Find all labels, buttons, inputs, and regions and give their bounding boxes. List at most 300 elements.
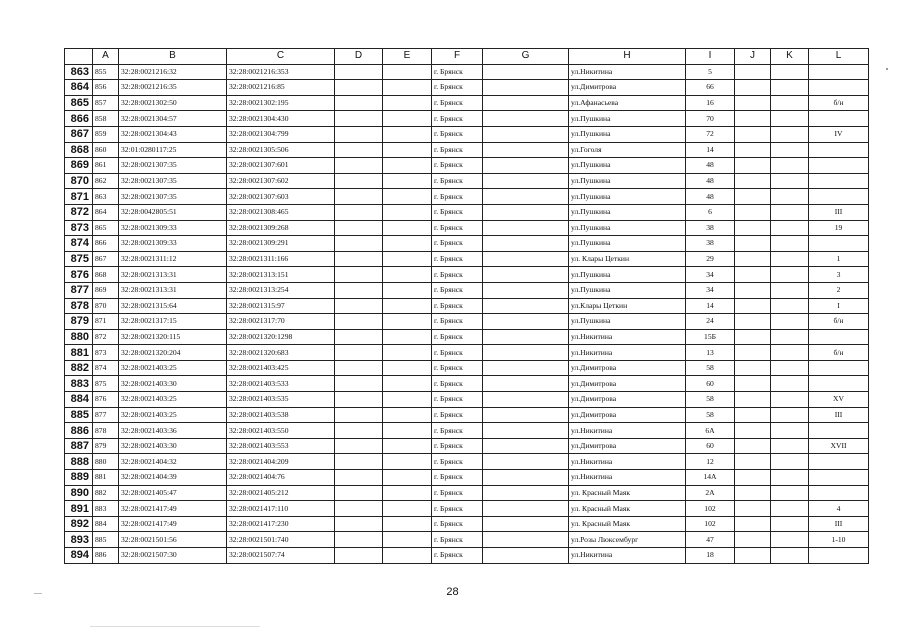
row-header[interactable]: 891 [65, 501, 93, 517]
cell-e[interactable] [383, 548, 432, 564]
cell-b[interactable]: 32:28:0021307:35 [119, 173, 227, 189]
cell-l[interactable]: III [809, 204, 869, 220]
cell-c[interactable]: 32:28:0021403:538 [227, 407, 335, 423]
cell-j[interactable] [735, 376, 771, 392]
cell-l[interactable] [809, 329, 869, 345]
column-header-f[interactable]: F [432, 49, 483, 65]
cell-e[interactable] [383, 423, 432, 439]
cell-k[interactable] [771, 189, 809, 205]
column-header-k[interactable]: K [771, 49, 809, 65]
cell-j[interactable] [735, 454, 771, 470]
cell-g[interactable] [483, 376, 569, 392]
cell-a[interactable]: 885 [93, 532, 119, 548]
cell-a[interactable]: 868 [93, 267, 119, 283]
cell-c[interactable]: 32:28:0021308:465 [227, 204, 335, 220]
cell-l[interactable]: б/н [809, 345, 869, 361]
cell-c[interactable]: 32:28:0021405:212 [227, 485, 335, 501]
cell-h[interactable]: ул.Пушкина [569, 314, 686, 330]
cell-c[interactable]: 32:28:0021304:799 [227, 126, 335, 142]
cell-j[interactable] [735, 532, 771, 548]
cell-d[interactable] [335, 423, 383, 439]
cell-l[interactable] [809, 111, 869, 127]
cell-a[interactable]: 884 [93, 516, 119, 532]
cell-l[interactable]: 2 [809, 282, 869, 298]
cell-a[interactable]: 870 [93, 298, 119, 314]
cell-i[interactable]: 34 [686, 267, 735, 283]
cell-g[interactable] [483, 438, 569, 454]
cell-b[interactable]: 32:28:0021320:115 [119, 329, 227, 345]
cell-b[interactable]: 32:28:0021507:30 [119, 548, 227, 564]
cell-e[interactable] [383, 80, 432, 96]
column-header-g[interactable]: G [483, 49, 569, 65]
cell-l[interactable] [809, 173, 869, 189]
cell-i[interactable]: 38 [686, 220, 735, 236]
cell-i[interactable]: 66 [686, 80, 735, 96]
cell-k[interactable] [771, 282, 809, 298]
cell-g[interactable] [483, 470, 569, 486]
cell-d[interactable] [335, 267, 383, 283]
cell-h[interactable]: ул.Никитина [569, 329, 686, 345]
cell-d[interactable] [335, 111, 383, 127]
cell-a[interactable]: 856 [93, 80, 119, 96]
cell-k[interactable] [771, 470, 809, 486]
cell-i[interactable]: 14 [686, 142, 735, 158]
cell-i[interactable]: 18 [686, 548, 735, 564]
cell-c[interactable]: 32:28:0021216:353 [227, 64, 335, 80]
cell-l[interactable] [809, 548, 869, 564]
cell-k[interactable] [771, 345, 809, 361]
cell-l[interactable] [809, 158, 869, 174]
cell-k[interactable] [771, 532, 809, 548]
cell-a[interactable]: 875 [93, 376, 119, 392]
cell-d[interactable] [335, 204, 383, 220]
cell-i[interactable]: 48 [686, 189, 735, 205]
cell-b[interactable]: 32:28:0021417:49 [119, 501, 227, 517]
cell-f[interactable]: г. Брянск [432, 314, 483, 330]
cell-g[interactable] [483, 360, 569, 376]
cell-c[interactable]: 32:28:0021311:166 [227, 251, 335, 267]
cell-d[interactable] [335, 548, 383, 564]
corner-cell[interactable] [65, 49, 93, 65]
cell-k[interactable] [771, 126, 809, 142]
cell-h[interactable]: ул.Пушкина [569, 236, 686, 252]
cell-l[interactable] [809, 485, 869, 501]
cell-e[interactable] [383, 282, 432, 298]
cell-b[interactable]: 32:28:0021216:35 [119, 80, 227, 96]
row-header[interactable]: 887 [65, 438, 93, 454]
cell-j[interactable] [735, 360, 771, 376]
cell-h[interactable]: ул.Гоголя [569, 142, 686, 158]
cell-g[interactable] [483, 267, 569, 283]
cell-c[interactable]: 32:28:0021307:601 [227, 158, 335, 174]
row-header[interactable]: 878 [65, 298, 93, 314]
cell-e[interactable] [383, 532, 432, 548]
cell-e[interactable] [383, 111, 432, 127]
row-header[interactable]: 882 [65, 360, 93, 376]
cell-h[interactable]: ул.Никитина [569, 548, 686, 564]
cell-i[interactable]: 102 [686, 501, 735, 517]
cell-e[interactable] [383, 126, 432, 142]
cell-h[interactable]: ул.Димитрова [569, 376, 686, 392]
cell-a[interactable]: 874 [93, 360, 119, 376]
row-header[interactable]: 888 [65, 454, 93, 470]
cell-d[interactable] [335, 142, 383, 158]
cell-b[interactable]: 32:28:0021311:12 [119, 251, 227, 267]
cell-j[interactable] [735, 80, 771, 96]
cell-c[interactable]: 32:28:0021309:268 [227, 220, 335, 236]
cell-h[interactable]: ул.Пушкина [569, 111, 686, 127]
cell-b[interactable]: 32:28:0021216:32 [119, 64, 227, 80]
cell-e[interactable] [383, 470, 432, 486]
cell-f[interactable]: г. Брянск [432, 485, 483, 501]
cell-g[interactable] [483, 220, 569, 236]
cell-h[interactable]: ул.Димитрова [569, 80, 686, 96]
cell-h[interactable]: ул.Пушкина [569, 189, 686, 205]
cell-d[interactable] [335, 360, 383, 376]
cell-i[interactable]: 24 [686, 314, 735, 330]
cell-a[interactable]: 860 [93, 142, 119, 158]
cell-g[interactable] [483, 392, 569, 408]
cell-j[interactable] [735, 392, 771, 408]
row-header[interactable]: 869 [65, 158, 93, 174]
cell-i[interactable]: 2А [686, 485, 735, 501]
cell-g[interactable] [483, 236, 569, 252]
cell-b[interactable]: 32:28:0021403:25 [119, 392, 227, 408]
cell-b[interactable]: 32:28:0021404:39 [119, 470, 227, 486]
cell-d[interactable] [335, 126, 383, 142]
cell-f[interactable]: г. Брянск [432, 501, 483, 517]
cell-b[interactable]: 32:28:0021309:33 [119, 220, 227, 236]
cell-k[interactable] [771, 267, 809, 283]
cell-b[interactable]: 32:28:0042805:51 [119, 204, 227, 220]
cell-e[interactable] [383, 142, 432, 158]
cell-d[interactable] [335, 501, 383, 517]
cell-e[interactable] [383, 95, 432, 111]
cell-f[interactable]: г. Брянск [432, 298, 483, 314]
cell-g[interactable] [483, 423, 569, 439]
cell-f[interactable]: г. Брянск [432, 95, 483, 111]
cell-d[interactable] [335, 454, 383, 470]
cell-k[interactable] [771, 548, 809, 564]
row-header[interactable]: 863 [65, 64, 93, 80]
cell-i[interactable]: 70 [686, 111, 735, 127]
cell-c[interactable]: 32:28:0021404:209 [227, 454, 335, 470]
cell-j[interactable] [735, 204, 771, 220]
cell-l[interactable]: I [809, 298, 869, 314]
cell-c[interactable]: 32:28:0021501:740 [227, 532, 335, 548]
column-header-l[interactable]: L [809, 49, 869, 65]
cell-k[interactable] [771, 80, 809, 96]
row-header[interactable]: 879 [65, 314, 93, 330]
cell-e[interactable] [383, 267, 432, 283]
cell-c[interactable]: 32:28:0021307:602 [227, 173, 335, 189]
row-header[interactable]: 870 [65, 173, 93, 189]
cell-j[interactable] [735, 126, 771, 142]
column-header-a[interactable]: A [93, 49, 119, 65]
cell-a[interactable]: 861 [93, 158, 119, 174]
cell-l[interactable] [809, 470, 869, 486]
cell-a[interactable]: 876 [93, 392, 119, 408]
cell-i[interactable]: 14А [686, 470, 735, 486]
cell-c[interactable]: 32:28:0021317:70 [227, 314, 335, 330]
column-header-i[interactable]: I [686, 49, 735, 65]
cell-d[interactable] [335, 392, 383, 408]
cell-g[interactable] [483, 314, 569, 330]
cell-l[interactable]: III [809, 516, 869, 532]
cell-e[interactable] [383, 314, 432, 330]
cell-h[interactable]: ул.Пушкина [569, 173, 686, 189]
cell-l[interactable]: 19 [809, 220, 869, 236]
cell-f[interactable]: г. Брянск [432, 438, 483, 454]
cell-i[interactable]: 6А [686, 423, 735, 439]
cell-e[interactable] [383, 64, 432, 80]
cell-i[interactable]: 60 [686, 376, 735, 392]
cell-g[interactable] [483, 532, 569, 548]
cell-h[interactable]: ул.Никитина [569, 470, 686, 486]
cell-k[interactable] [771, 454, 809, 470]
cell-k[interactable] [771, 314, 809, 330]
cell-b[interactable]: 32:28:0021304:43 [119, 126, 227, 142]
cell-l[interactable]: б/н [809, 95, 869, 111]
cell-k[interactable] [771, 111, 809, 127]
row-header[interactable]: 886 [65, 423, 93, 439]
cell-b[interactable]: 32:28:0021403:25 [119, 407, 227, 423]
cell-j[interactable] [735, 111, 771, 127]
cell-f[interactable]: г. Брянск [432, 532, 483, 548]
cell-c[interactable]: 32:28:0021216:85 [227, 80, 335, 96]
cell-h[interactable]: ул.Пушкина [569, 267, 686, 283]
cell-b[interactable]: 32:28:0021313:31 [119, 282, 227, 298]
cell-c[interactable]: 32:28:0021315:97 [227, 298, 335, 314]
cell-l[interactable] [809, 454, 869, 470]
cell-f[interactable]: г. Брянск [432, 111, 483, 127]
cell-d[interactable] [335, 64, 383, 80]
cell-g[interactable] [483, 329, 569, 345]
row-header[interactable]: 871 [65, 189, 93, 205]
cell-l[interactable]: 1-10 [809, 532, 869, 548]
row-header[interactable]: 864 [65, 80, 93, 96]
cell-h[interactable]: ул. Клары Цеткин [569, 251, 686, 267]
cell-d[interactable] [335, 314, 383, 330]
cell-i[interactable]: 38 [686, 236, 735, 252]
cell-j[interactable] [735, 236, 771, 252]
cell-i[interactable]: 12 [686, 454, 735, 470]
cell-h[interactable]: ул.Клары Цеткин [569, 298, 686, 314]
cell-g[interactable] [483, 111, 569, 127]
cell-j[interactable] [735, 516, 771, 532]
cell-d[interactable] [335, 376, 383, 392]
cell-d[interactable] [335, 158, 383, 174]
cell-g[interactable] [483, 80, 569, 96]
cell-j[interactable] [735, 485, 771, 501]
cell-k[interactable] [771, 485, 809, 501]
cell-e[interactable] [383, 204, 432, 220]
cell-a[interactable]: 871 [93, 314, 119, 330]
cell-h[interactable]: ул.Пушкина [569, 158, 686, 174]
cell-e[interactable] [383, 501, 432, 517]
cell-j[interactable] [735, 423, 771, 439]
cell-b[interactable]: 32:28:0021315:64 [119, 298, 227, 314]
cell-h[interactable]: ул.Никитина [569, 345, 686, 361]
cell-g[interactable] [483, 173, 569, 189]
cell-d[interactable] [335, 470, 383, 486]
cell-c[interactable]: 32:28:0021313:151 [227, 267, 335, 283]
cell-k[interactable] [771, 204, 809, 220]
column-header-b[interactable]: B [119, 49, 227, 65]
cell-k[interactable] [771, 376, 809, 392]
cell-k[interactable] [771, 516, 809, 532]
cell-f[interactable]: г. Брянск [432, 392, 483, 408]
row-header[interactable]: 881 [65, 345, 93, 361]
cell-i[interactable]: 72 [686, 126, 735, 142]
row-header[interactable]: 874 [65, 236, 93, 252]
cell-e[interactable] [383, 236, 432, 252]
cell-b[interactable]: 32:28:0021404:32 [119, 454, 227, 470]
cell-l[interactable]: III [809, 407, 869, 423]
cell-i[interactable]: 29 [686, 251, 735, 267]
cell-d[interactable] [335, 220, 383, 236]
cell-j[interactable] [735, 298, 771, 314]
cell-g[interactable] [483, 345, 569, 361]
cell-e[interactable] [383, 516, 432, 532]
cell-c[interactable]: 32:28:0021320:1298 [227, 329, 335, 345]
cell-h[interactable]: ул.Димитрова [569, 407, 686, 423]
cell-d[interactable] [335, 329, 383, 345]
cell-e[interactable] [383, 376, 432, 392]
cell-b[interactable]: 32:28:0021302:50 [119, 95, 227, 111]
cell-k[interactable] [771, 95, 809, 111]
cell-j[interactable] [735, 158, 771, 174]
cell-j[interactable] [735, 189, 771, 205]
cell-k[interactable] [771, 158, 809, 174]
cell-l[interactable]: 4 [809, 501, 869, 517]
cell-k[interactable] [771, 360, 809, 376]
cell-j[interactable] [735, 470, 771, 486]
cell-l[interactable] [809, 80, 869, 96]
cell-k[interactable] [771, 298, 809, 314]
column-header-h[interactable]: H [569, 49, 686, 65]
cell-k[interactable] [771, 173, 809, 189]
cell-g[interactable] [483, 282, 569, 298]
cell-b[interactable]: 32:28:0021405:47 [119, 485, 227, 501]
cell-j[interactable] [735, 142, 771, 158]
cell-c[interactable]: 32:28:0021304:430 [227, 111, 335, 127]
cell-a[interactable]: 880 [93, 454, 119, 470]
cell-d[interactable] [335, 282, 383, 298]
cell-a[interactable]: 862 [93, 173, 119, 189]
cell-f[interactable]: г. Брянск [432, 126, 483, 142]
cell-k[interactable] [771, 423, 809, 439]
cell-a[interactable]: 879 [93, 438, 119, 454]
cell-l[interactable]: IV [809, 126, 869, 142]
cell-c[interactable]: 32:28:0021305:506 [227, 142, 335, 158]
row-header[interactable]: 894 [65, 548, 93, 564]
cell-h[interactable]: ул. Красный Маяк [569, 516, 686, 532]
cell-l[interactable]: 3 [809, 267, 869, 283]
cell-g[interactable] [483, 407, 569, 423]
row-header[interactable]: 867 [65, 126, 93, 142]
cell-e[interactable] [383, 251, 432, 267]
cell-j[interactable] [735, 548, 771, 564]
cell-i[interactable]: 47 [686, 532, 735, 548]
row-header[interactable]: 890 [65, 485, 93, 501]
cell-c[interactable]: 32:28:0021313:254 [227, 282, 335, 298]
cell-k[interactable] [771, 329, 809, 345]
cell-i[interactable]: 58 [686, 360, 735, 376]
cell-g[interactable] [483, 516, 569, 532]
cell-j[interactable] [735, 64, 771, 80]
cell-j[interactable] [735, 329, 771, 345]
cell-g[interactable] [483, 126, 569, 142]
row-header[interactable]: 880 [65, 329, 93, 345]
cell-j[interactable] [735, 251, 771, 267]
cell-k[interactable] [771, 64, 809, 80]
cell-e[interactable] [383, 485, 432, 501]
cell-f[interactable]: г. Брянск [432, 454, 483, 470]
cell-c[interactable]: 32:28:0021403:553 [227, 438, 335, 454]
cell-l[interactable] [809, 236, 869, 252]
cell-i[interactable]: 102 [686, 516, 735, 532]
cell-f[interactable]: г. Брянск [432, 142, 483, 158]
cell-l[interactable]: б/н [809, 314, 869, 330]
cell-k[interactable] [771, 501, 809, 517]
cell-b[interactable]: 32:28:0021307:35 [119, 158, 227, 174]
column-header-j[interactable]: J [735, 49, 771, 65]
cell-g[interactable] [483, 204, 569, 220]
cell-i[interactable]: 58 [686, 407, 735, 423]
cell-f[interactable]: г. Брянск [432, 516, 483, 532]
cell-c[interactable]: 32:28:0021307:603 [227, 189, 335, 205]
cell-d[interactable] [335, 80, 383, 96]
cell-b[interactable]: 32:28:0021417:49 [119, 516, 227, 532]
cell-i[interactable]: 13 [686, 345, 735, 361]
cell-a[interactable]: 864 [93, 204, 119, 220]
cell-h[interactable]: ул.Димитрова [569, 438, 686, 454]
cell-b[interactable]: 32:28:0021317:15 [119, 314, 227, 330]
cell-b[interactable]: 32:28:0021501:56 [119, 532, 227, 548]
cell-c[interactable]: 32:28:0021417:230 [227, 516, 335, 532]
cell-g[interactable] [483, 454, 569, 470]
cell-j[interactable] [735, 282, 771, 298]
cell-g[interactable] [483, 298, 569, 314]
cell-f[interactable]: г. Брянск [432, 267, 483, 283]
cell-f[interactable]: г. Брянск [432, 158, 483, 174]
cell-a[interactable]: 866 [93, 236, 119, 252]
cell-a[interactable]: 855 [93, 64, 119, 80]
cell-a[interactable]: 883 [93, 501, 119, 517]
cell-g[interactable] [483, 64, 569, 80]
cell-g[interactable] [483, 142, 569, 158]
cell-d[interactable] [335, 189, 383, 205]
cell-c[interactable]: 32:28:0021403:535 [227, 392, 335, 408]
row-header[interactable]: 877 [65, 282, 93, 298]
cell-j[interactable] [735, 95, 771, 111]
cell-e[interactable] [383, 158, 432, 174]
cell-i[interactable]: 16 [686, 95, 735, 111]
cell-c[interactable]: 32:28:0021320:683 [227, 345, 335, 361]
cell-h[interactable]: ул.Пушкина [569, 204, 686, 220]
cell-l[interactable] [809, 189, 869, 205]
cell-k[interactable] [771, 220, 809, 236]
cell-g[interactable] [483, 485, 569, 501]
cell-i[interactable]: 48 [686, 158, 735, 174]
cell-i[interactable]: 5 [686, 64, 735, 80]
cell-e[interactable] [383, 220, 432, 236]
cell-i[interactable]: 58 [686, 392, 735, 408]
row-header[interactable]: 876 [65, 267, 93, 283]
cell-d[interactable] [335, 173, 383, 189]
cell-l[interactable] [809, 376, 869, 392]
